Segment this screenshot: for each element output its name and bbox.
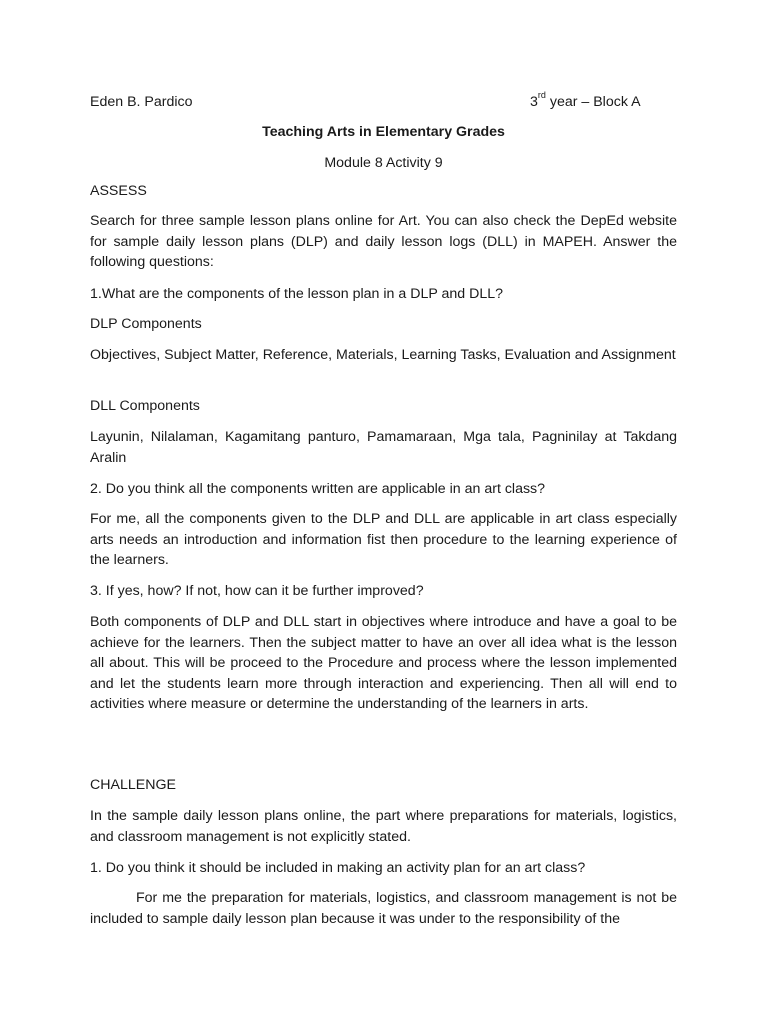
year-number: 3 [530,94,538,110]
year-ordinal: rd [537,90,546,101]
question-3: 3. If yes, how? If not, how can it be further improved? [90,583,424,599]
author-name: Eden B. Pardico [90,94,193,110]
challenge-statement: In the sample daily lesson plans online, the part where preparations for materials, logistics, and classroom management is not explicitly stated. [90,808,677,845]
answer-2: For me, all the components given to the DLP and DLL are applicable in art class especially arts needs an introduction and information fist then procedure to the learning experience of the learners. [90,511,677,569]
section-heading-challenge: CHALLENGE [90,777,176,793]
challenge-question-1: 1. Do you think it should be included in making an activity plan for an art class? [90,860,586,876]
answer-3: Both components of DLP and DLL start in objectives where introduce and have a goal to be achieve for the learners. Then the subject matter to have an over all idea what is the lesson all about. This will be proceed to the Procedure and process where the lesson implemented and let the students learn more through interaction and experiencing. Then all will end to activities where measure or determine the understanding of the learners in arts. [90,614,677,713]
question-2: 2. Do you think all the components written are applicable in an art class? [90,481,546,497]
year-block-label: year – Block A [545,94,641,110]
section-heading-assess: ASSESS [90,183,147,199]
document-subtitle: Module 8 Activity 9 [324,155,443,171]
dlp-components-list: Objectives, Subject Matter, Reference, Materials, Learning Tasks, Evaluation and Assignment [90,347,676,363]
year-block [530,92,641,113]
question-1: 1.What are the components of the lesson plan in a DLP and DLL? [90,286,504,302]
document-title: Teaching Arts in Elementary Grades [262,124,505,140]
dlp-components-heading: DLP Components [90,316,202,332]
assess-instructions: Search for three sample lesson plans online for Art. You can also check the DepEd website for sample daily lesson plans (DLP) and daily lesson logs (DLL) in MAPEH. Answer the following questions: [90,213,677,271]
challenge-answer-1: For me the preparation for materials, logistics, and classroom management is not be included to sample daily lesson plan because it was under to the responsibility of the [90,890,677,927]
dll-components-heading: DLL Components [90,398,200,414]
header-row [90,92,677,114]
dll-components-list: Layunin, Nilalaman, Kagamitang panturo, Pamamaraan, Mga tala, Pagninilay at Takdang Aralin [90,429,677,466]
